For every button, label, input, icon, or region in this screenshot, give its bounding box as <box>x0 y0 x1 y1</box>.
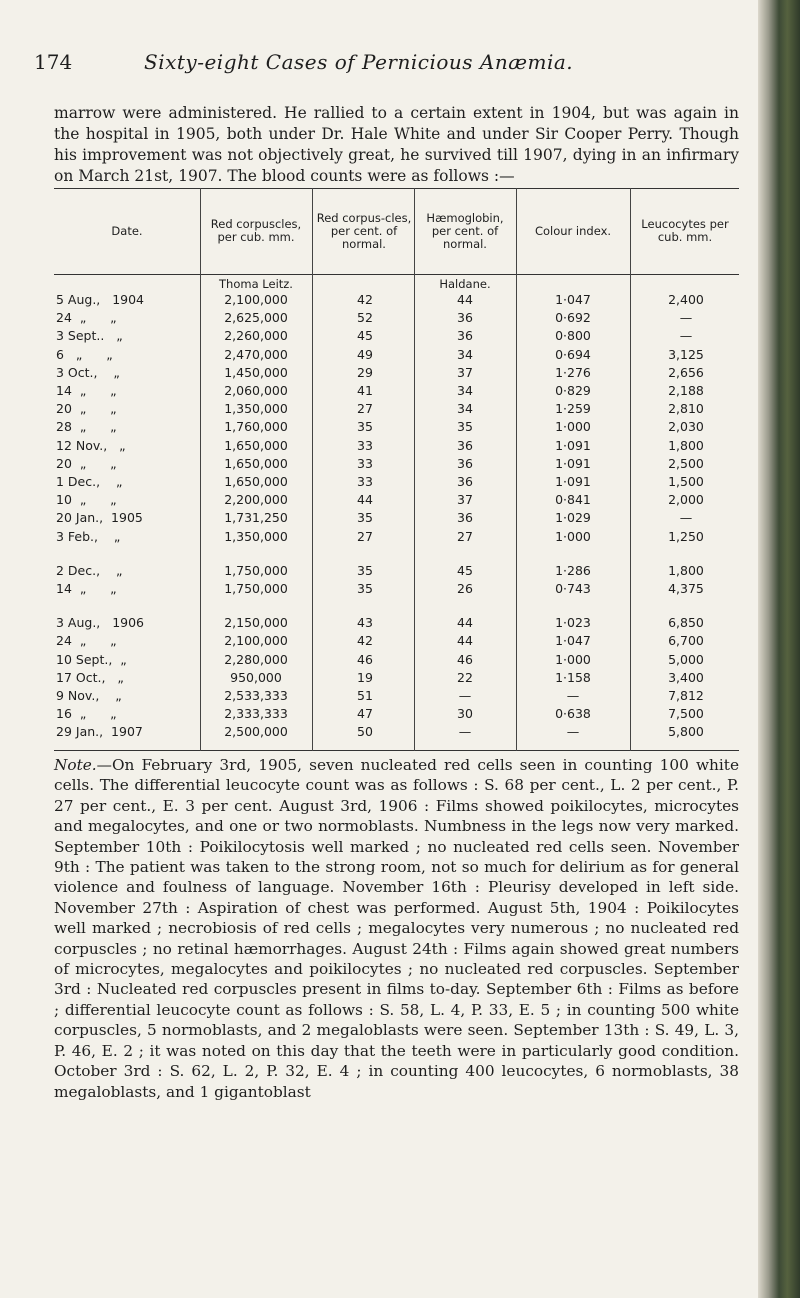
cell-red-percent: 29 <box>357 364 373 380</box>
cell-red-percent: 33 <box>357 455 373 471</box>
cell-haemoglobin: 37 <box>457 364 473 380</box>
table-bottom-rule <box>54 750 739 751</box>
cell-haemoglobin: 36 <box>457 455 473 471</box>
cell-colour-index: 1·158 <box>555 669 591 685</box>
cell-date: 28 „ „ <box>56 419 117 435</box>
table-row <box>54 670 739 686</box>
cell-red-percent: 52 <box>357 310 373 326</box>
cell-red-percent: 44 <box>357 492 373 508</box>
table-row <box>54 724 739 740</box>
cell-haemoglobin: 44 <box>457 633 473 649</box>
cell-date: 10 „ „ <box>56 492 117 508</box>
cell-haemoglobin: 36 <box>457 437 473 453</box>
cell-colour-index: 0·800 <box>555 328 591 344</box>
cell-red-count: 1,650,000 <box>224 474 288 489</box>
table-row <box>54 310 739 326</box>
cell-haemoglobin: 35 <box>457 419 473 435</box>
cell-leucocytes: 1,800 <box>668 437 704 453</box>
cell-date: 20 Jan., 1905 <box>56 510 143 526</box>
cell-colour-index: 1·047 <box>555 633 591 649</box>
cell-haemoglobin: 27 <box>457 528 473 544</box>
header-colour-index: Colour index. <box>534 223 612 238</box>
cell-date: 20 „ „ <box>56 401 117 417</box>
cell-leucocytes: 2,656 <box>668 364 704 380</box>
cell-leucocytes: — <box>679 510 693 526</box>
cell-red-count: 2,500,000 <box>224 724 288 740</box>
cell-leucocytes: 3,125 <box>668 346 704 362</box>
cell-colour-index: — <box>566 688 580 703</box>
cell-red-percent: 42 <box>357 633 373 649</box>
cell-red-percent: 49 <box>357 346 373 362</box>
cell-red-count: 1,731,250 <box>224 510 288 526</box>
page-header <box>34 50 734 80</box>
cell-red-count: 2,625,000 <box>224 310 288 326</box>
cell-red-percent: 43 <box>357 615 373 631</box>
cell-leucocytes: 1,500 <box>668 474 704 489</box>
cell-date: 2 Dec., „ <box>56 562 123 578</box>
cell-leucocytes: 7,500 <box>668 706 704 722</box>
method-haldane: Haldane. <box>439 277 491 291</box>
table-row <box>54 492 739 508</box>
cell-red-count: 2,280,000 <box>224 651 288 667</box>
cell-colour-index: 1·276 <box>555 364 591 380</box>
cell-red-percent: 35 <box>357 419 373 435</box>
header-red-percent: Red corpus-cles, per cent. of normal. <box>316 210 412 251</box>
cell-date: 3 Aug., 1906 <box>56 615 145 631</box>
cell-leucocytes: 6,850 <box>668 615 704 631</box>
cell-date: 1 Dec., „ <box>56 474 123 489</box>
method-thoma-leitz: Thoma Leitz. <box>219 277 293 291</box>
cell-colour-index: 1·091 <box>555 437 591 453</box>
cell-date: 14 „ „ <box>56 383 117 398</box>
cell-colour-index: 0·638 <box>555 706 591 722</box>
cell-leucocytes: 7,812 <box>668 688 704 703</box>
cell-red-count: 2,100,000 <box>224 292 288 307</box>
cell-date: 6 „ „ <box>56 346 113 362</box>
cell-red-count: 2,200,000 <box>224 492 288 508</box>
cell-red-count: 2,470,000 <box>224 346 288 362</box>
table-row <box>54 652 739 668</box>
cell-leucocytes: 4,375 <box>668 581 704 596</box>
table-row <box>54 328 739 344</box>
cell-red-count: 1,350,000 <box>224 528 288 544</box>
cell-red-percent: 33 <box>357 474 373 489</box>
cell-colour-index: 1·259 <box>555 401 591 417</box>
cell-date: 3 Oct., „ <box>56 364 120 380</box>
cell-red-percent: 51 <box>357 688 373 703</box>
cell-date: 3 Sept.. „ <box>56 328 123 344</box>
cell-colour-index: 1·286 <box>555 562 591 578</box>
cell-date: 9 Nov., „ <box>56 688 122 703</box>
table-row <box>54 347 739 363</box>
cell-colour-index: 1·000 <box>555 419 591 435</box>
cell-haemoglobin: 46 <box>457 651 473 667</box>
cell-red-percent: 33 <box>357 437 373 453</box>
cell-leucocytes: — <box>679 328 693 344</box>
cell-red-count: 2,150,000 <box>224 615 288 631</box>
cell-haemoglobin: 34 <box>457 401 473 417</box>
table-row <box>54 688 739 704</box>
cell-red-count: 1,450,000 <box>224 364 288 380</box>
table-row <box>54 419 739 435</box>
table-row <box>54 510 739 526</box>
book-binding-edge <box>758 0 800 1298</box>
cell-red-percent: 45 <box>357 328 373 344</box>
cell-date: 29 Jan., 1907 <box>56 724 143 740</box>
cell-red-percent: 35 <box>357 562 373 578</box>
table-row <box>54 456 739 472</box>
cell-leucocytes: 2,000 <box>668 492 704 508</box>
table-row <box>54 292 739 308</box>
cell-red-percent: 19 <box>357 669 373 685</box>
cell-haemoglobin: 44 <box>457 292 473 307</box>
cell-colour-index: 1·047 <box>555 292 591 307</box>
cell-leucocytes: 5,800 <box>668 724 704 740</box>
cell-haemoglobin: 36 <box>457 474 473 489</box>
cell-colour-index: — <box>566 724 580 740</box>
cell-colour-index: 1·091 <box>555 455 591 471</box>
table-row <box>54 438 739 454</box>
cell-red-percent: 35 <box>357 510 373 526</box>
cell-haemoglobin: 36 <box>457 328 473 344</box>
cell-haemoglobin: 26 <box>457 581 473 596</box>
table-row <box>54 474 739 490</box>
cell-leucocytes: 3,400 <box>668 669 704 685</box>
cell-colour-index: 0·692 <box>555 310 591 326</box>
cell-red-count: 2,333,333 <box>224 706 288 722</box>
cell-date: 16 „ „ <box>56 706 117 722</box>
cell-colour-index: 1·091 <box>555 474 591 489</box>
note-paragraph <box>54 755 739 1102</box>
cell-haemoglobin: 44 <box>457 615 473 631</box>
cell-date: 3 Feb., „ <box>56 528 121 544</box>
header-date: Date. <box>111 223 143 238</box>
cell-leucocytes: 2,030 <box>668 419 704 435</box>
cell-haemoglobin: 37 <box>457 492 473 508</box>
cell-red-count: 1,350,000 <box>224 401 288 417</box>
cell-red-percent: 27 <box>357 401 373 417</box>
cell-red-percent: 41 <box>357 383 373 398</box>
cell-haemoglobin: 34 <box>457 383 473 398</box>
cell-haemoglobin: — <box>458 724 472 740</box>
cell-leucocytes: 2,400 <box>668 292 704 307</box>
cell-haemoglobin: 36 <box>457 310 473 326</box>
table-row <box>54 615 739 631</box>
cell-red-percent: 42 <box>357 292 373 307</box>
cell-haemoglobin: 34 <box>457 346 473 362</box>
cell-date: 5 Aug., 1904 <box>56 292 145 307</box>
cell-date: 24 „ „ <box>56 310 117 326</box>
cell-red-count: 1,650,000 <box>224 455 288 471</box>
table-header-rule <box>54 274 739 275</box>
cell-date: 14 „ „ <box>56 581 117 596</box>
header-leucocytes: Leucocytes per cub. mm. <box>641 217 729 244</box>
page-number: 174 <box>34 50 73 74</box>
header-haemoglobin: Hæmoglobin, per cent. of normal. <box>426 210 504 251</box>
table-row <box>54 529 739 545</box>
table-row <box>54 563 739 579</box>
cell-red-percent: 46 <box>357 651 373 667</box>
running-title: Sixty-eight Cases of Pernicious Anæmia. <box>144 50 574 74</box>
cell-leucocytes: — <box>679 310 693 326</box>
cell-leucocytes: 6,700 <box>668 633 704 649</box>
cell-red-count: 1,650,000 <box>224 437 288 453</box>
cell-leucocytes: 2,500 <box>668 455 704 471</box>
cell-haemoglobin: — <box>458 688 472 703</box>
cell-leucocytes: 2,810 <box>668 401 704 417</box>
header-red-corpuscles: Red corpuscles, per cub. mm. <box>210 217 302 244</box>
cell-colour-index: 1·000 <box>555 528 591 544</box>
cell-leucocytes: 1,800 <box>668 562 704 578</box>
cell-date: 17 Oct., „ <box>56 669 124 685</box>
table-row <box>54 401 739 417</box>
cell-colour-index: 0·841 <box>555 492 591 508</box>
cell-colour-index: 0·743 <box>555 581 591 596</box>
cell-date: 24 „ „ <box>56 633 117 649</box>
cell-red-percent: 27 <box>357 528 373 544</box>
cell-haemoglobin: 45 <box>457 562 473 578</box>
cell-colour-index: 1·029 <box>555 510 591 526</box>
table-row <box>54 383 739 399</box>
cell-colour-index: 1·023 <box>555 615 591 631</box>
cell-leucocytes: 5,000 <box>668 651 704 667</box>
table-row <box>54 706 739 722</box>
cell-haemoglobin: 36 <box>457 510 473 526</box>
cell-red-count: 2,100,000 <box>224 633 288 649</box>
cell-date: 10 Sept., „ <box>56 651 127 667</box>
cell-red-count: 2,060,000 <box>224 383 288 398</box>
cell-haemoglobin: 30 <box>457 706 473 722</box>
cell-red-percent: 35 <box>357 581 373 596</box>
intro-paragraph: marrow were administered. He rallied to a certain extent in 1904, but was again in the hospital in 1905, both under Dr. Hale White and under Sir Cooper Perry. Though his improvement was not objectively great, he survived till 1907, dying in an infirmary on March 21st, 1907. The blood counts were as follows :— <box>54 104 739 185</box>
cell-date: 12 Nov., „ <box>56 437 126 453</box>
cell-red-count: 1,750,000 <box>224 581 288 596</box>
cell-red-count: 2,260,000 <box>224 328 288 344</box>
cell-red-count: 2,533,333 <box>224 688 288 703</box>
cell-red-percent: 50 <box>357 724 373 740</box>
cell-red-count: 1,760,000 <box>224 419 288 435</box>
note-label: Note. <box>54 756 97 774</box>
cell-red-count: 950,000 <box>230 669 282 685</box>
note-text: —On February 3rd, 1905, seven nucleated red cells seen in counting 100 white cells. The differential leucocyte count was as follows : S. 68 per cent., L. 2 per cent., P. 27 per cent., E. 3 per cent. August 3rd, 1906 : Films showed poikilocytes, microcytes and megalocytes, and one or two normoblasts. Numbness in the legs now very marked. September 10th : Poikilocytosis well marked ; no nucleated red cells seen. November 9th : The patient was taken to the strong room, not so much for delirium as for general violence and foulness of language. November 16th : Pleurisy developed in left side. November 27th : Aspiration of chest was performed. August 5th, 1904 : Poikilocytes well marked ; necrobiosis of red cells ; megalocytes very numerous ; no nucleated red corpuscles ; no retinal hæmorrhages. August 24th : Films again showed great numbers of microcytes, megalocytes and poikilocytes ; no nucleated red corpuscles. September 3rd : Nucleated red corpuscles present in films to-day. September 6th : Films as before ; differential leucocyte count as follows : S. 58, L. 4, P. 33, E. 5 ; in counting 500 white corpuscles, 5 normoblasts, and 2 megaloblasts were seen. September 13th : S. 49, L. 3, P. 46, E. 2 ; it was noted on this day that the teeth were in particularly good condition. October 3rd : S. 62, L. 2, P. 32, E. 4 ; in counting 400 leucocytes, 6 normoblasts, 38 megaloblasts, and 1 gigantoblast <box>54 756 739 1101</box>
table-row <box>54 633 739 649</box>
cell-red-percent: 47 <box>357 706 373 722</box>
cell-colour-index: 1·000 <box>555 651 591 667</box>
cell-colour-index: 0·694 <box>555 346 591 362</box>
cell-leucocytes: 2,188 <box>668 383 704 398</box>
cell-date: 20 „ „ <box>56 455 117 471</box>
cell-haemoglobin: 22 <box>457 669 473 685</box>
table-row <box>54 365 739 381</box>
table-row <box>54 581 739 597</box>
blood-count-table <box>54 188 739 751</box>
cell-colour-index: 0·829 <box>555 383 591 398</box>
cell-red-count: 1,750,000 <box>224 562 288 578</box>
cell-leucocytes: 1,250 <box>668 528 704 544</box>
